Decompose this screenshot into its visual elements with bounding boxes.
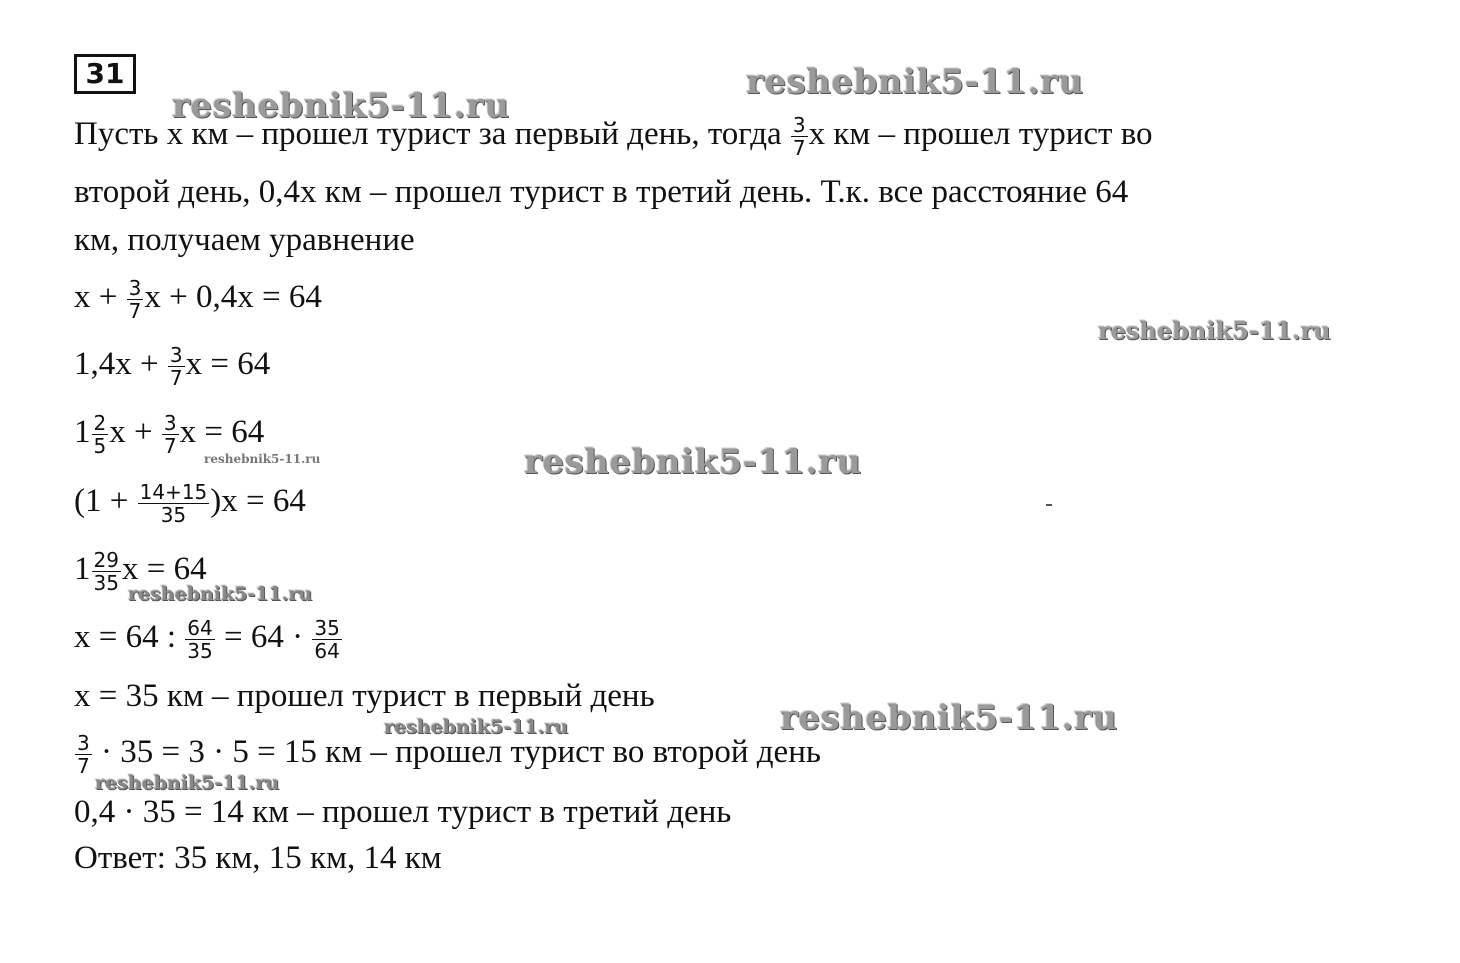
- equation-step-6: x = 64 : $\frac{64}{35}$ = 64 · $\frac{35}{64}$: [74, 616, 340, 663]
- watermark: reshebnik5-11.ru: [384, 716, 569, 738]
- intro-line-3: км, получаем уравнение: [74, 222, 415, 258]
- fraction: $\frac{3}{7}$: [77, 731, 90, 778]
- fraction: $\frac{3}{7}$: [169, 343, 183, 390]
- stray-mark: [1046, 504, 1052, 506]
- equation-step-2: 1,4x + $\frac{3}{7}$ x = 64: [74, 343, 271, 390]
- watermark: reshebnik5-11.ru: [95, 772, 280, 794]
- fraction: $\frac{29}{35}$: [93, 548, 119, 595]
- intro-line-2: второй день, 0,4x км – прошел турист в третий день. Т.к. все расстояние 64: [74, 174, 1129, 210]
- fraction: $\frac{2}{5}$: [93, 411, 107, 458]
- watermark: reshebnik5-11.ru: [1098, 316, 1331, 345]
- problem-number: 31: [74, 54, 136, 94]
- watermark: reshebnik5-11.ru: [204, 452, 321, 466]
- equation-step-3: 1 $\frac{2}{5}$ x + $\frac{3}{7}$ x = 64: [74, 411, 265, 458]
- fraction: $\frac{3}{7}$: [792, 113, 806, 160]
- equation-step-5: 1 $\frac{29}{35}$ x = 64: [74, 548, 207, 595]
- fraction: $\frac{3}{7}$: [163, 411, 177, 458]
- equation-step-1: x + $\frac{3}{7}$ x + 0,4x = 64: [74, 276, 322, 323]
- watermark: reshebnik5-11.ru: [172, 86, 510, 126]
- fraction: $\frac{14+15}{35}$: [139, 480, 208, 527]
- equation-step-7: x = 35 км – прошел турист в первый день: [74, 678, 655, 714]
- equation-step-9: 0,4 · 35 = 14 км – прошел турист в третий день: [74, 794, 732, 830]
- fraction: $\frac{64}{35}$: [187, 616, 213, 663]
- answer-line: Ответ: 35 км, 15 км, 14 км: [74, 840, 442, 876]
- fraction: $\frac{3}{7}$: [128, 276, 142, 323]
- watermark: reshebnik5-11.ru: [524, 442, 862, 482]
- equation-step-8: $\frac{3}{7}$ · 35 = 3 · 5 = 15 км – прошел турист во второй день: [77, 731, 821, 778]
- watermark: reshebnik5-11.ru: [128, 583, 313, 605]
- intro-line-1: [74, 114, 1153, 159]
- equation-step-4: (1 + $\frac{14+15}{35}$ )x = 64: [74, 480, 306, 527]
- fraction: $\frac{35}{64}$: [314, 616, 340, 663]
- watermark: reshebnik5-11.ru: [780, 698, 1118, 738]
- watermark: reshebnik5-11.ru: [746, 62, 1084, 102]
- intro-text-1b: x км – прошел турист во: [808, 116, 1153, 153]
- intro-text-1a: Пусть x км – прошел турист за первый день, тогда: [74, 116, 790, 153]
